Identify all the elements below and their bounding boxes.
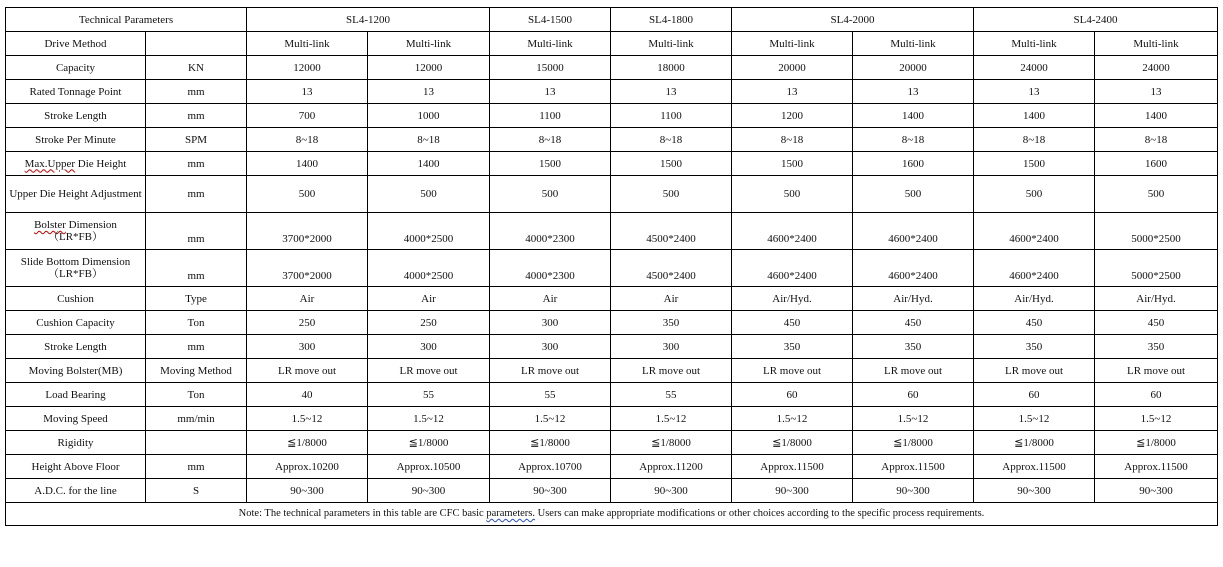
note-text-after: Users can make appropriate modifications or other choices according to the specific process requirements. bbox=[535, 508, 985, 519]
table-row bbox=[6, 383, 1218, 407]
row-unit: Ton bbox=[146, 383, 247, 407]
value-cell: 500 bbox=[368, 176, 490, 213]
row-label: A.D.C. for the line bbox=[6, 479, 146, 503]
row-unit: Type bbox=[146, 287, 247, 311]
header-row bbox=[6, 8, 1218, 32]
value-cell: Approx.11500 bbox=[732, 455, 853, 479]
value-cell: 500 bbox=[247, 176, 368, 213]
row-label: Height Above Floor bbox=[6, 455, 146, 479]
value-cell: 90~300 bbox=[247, 479, 368, 503]
value-cell: 8~18 bbox=[490, 128, 611, 152]
value-cell: Approx.11500 bbox=[974, 455, 1095, 479]
value-cell: LR move out bbox=[1095, 359, 1218, 383]
model-header-sl4-1200: SL4-1200 bbox=[247, 8, 490, 32]
value-cell: Approx.11200 bbox=[611, 455, 732, 479]
value-cell: 55 bbox=[368, 383, 490, 407]
value-cell: 1.5~12 bbox=[490, 407, 611, 431]
value-cell: 13 bbox=[974, 80, 1095, 104]
value-cell: 8~18 bbox=[974, 128, 1095, 152]
table-row bbox=[6, 56, 1218, 80]
value-cell: 300 bbox=[368, 335, 490, 359]
value-cell: 60 bbox=[974, 383, 1095, 407]
value-cell: 1600 bbox=[1095, 152, 1218, 176]
row-unit: Ton bbox=[146, 311, 247, 335]
row-unit: KN bbox=[146, 56, 247, 80]
row-label: Bolster Dimension （LR*FB） bbox=[6, 213, 146, 250]
row-label: Slide Bottom Dimension（LR*FB） bbox=[6, 250, 146, 287]
value-cell: 4600*2400 bbox=[974, 213, 1095, 250]
value-cell: 12000 bbox=[368, 56, 490, 80]
value-cell: 60 bbox=[732, 383, 853, 407]
value-cell: ≦1/8000 bbox=[853, 431, 974, 455]
row-label: Moving Speed bbox=[6, 407, 146, 431]
value-cell: 1400 bbox=[247, 152, 368, 176]
value-cell: 4600*2400 bbox=[732, 250, 853, 287]
model-header-sl4-1800: SL4-1800 bbox=[611, 8, 732, 32]
value-cell: 4500*2400 bbox=[611, 213, 732, 250]
table-row bbox=[6, 407, 1218, 431]
value-cell: 8~18 bbox=[853, 128, 974, 152]
value-cell: 1100 bbox=[611, 104, 732, 128]
value-cell: 12000 bbox=[247, 56, 368, 80]
note-cell bbox=[6, 503, 1218, 526]
row-label: Moving Bolster(MB) bbox=[6, 359, 146, 383]
value-cell: 1500 bbox=[611, 152, 732, 176]
value-cell: 1100 bbox=[490, 104, 611, 128]
value-cell: 300 bbox=[490, 335, 611, 359]
value-cell: 1400 bbox=[853, 104, 974, 128]
value-cell: 4000*2300 bbox=[490, 213, 611, 250]
table-row bbox=[6, 431, 1218, 455]
value-cell: 350 bbox=[732, 335, 853, 359]
value-cell: Approx.11500 bbox=[853, 455, 974, 479]
row-unit bbox=[146, 431, 247, 455]
value-cell: Approx.10500 bbox=[368, 455, 490, 479]
value-cell: 450 bbox=[974, 311, 1095, 335]
value-cell: ≦1/8000 bbox=[974, 431, 1095, 455]
value-cell: Air/Hyd. bbox=[974, 287, 1095, 311]
table-row bbox=[6, 479, 1218, 503]
value-cell: ≦1/8000 bbox=[368, 431, 490, 455]
technical-parameters-table bbox=[5, 7, 1218, 526]
row-unit: mm bbox=[146, 335, 247, 359]
value-cell: 24000 bbox=[974, 56, 1095, 80]
row-unit: mm bbox=[146, 455, 247, 479]
spelling-mark: Bolster bbox=[34, 219, 66, 231]
model-header-sl4-1500: SL4-1500 bbox=[490, 8, 611, 32]
value-cell: 4600*2400 bbox=[853, 250, 974, 287]
value-cell: 1.5~12 bbox=[611, 407, 732, 431]
row-unit bbox=[146, 32, 247, 56]
value-cell: 90~300 bbox=[1095, 479, 1218, 503]
value-cell: 1.5~12 bbox=[247, 407, 368, 431]
row-unit: mm/min bbox=[146, 407, 247, 431]
value-cell: 450 bbox=[853, 311, 974, 335]
value-cell: Approx.10200 bbox=[247, 455, 368, 479]
value-cell: 1500 bbox=[490, 152, 611, 176]
value-cell: Multi-link bbox=[611, 32, 732, 56]
value-cell: 4000*2500 bbox=[368, 213, 490, 250]
value-cell: 8~18 bbox=[368, 128, 490, 152]
value-cell: Multi-link bbox=[853, 32, 974, 56]
value-cell: Multi-link bbox=[247, 32, 368, 56]
value-cell: Multi-link bbox=[732, 32, 853, 56]
value-cell: LR move out bbox=[732, 359, 853, 383]
model-header-sl4-2400: SL4-2400 bbox=[974, 8, 1218, 32]
value-cell: 4000*2500 bbox=[368, 250, 490, 287]
value-cell: ≦1/8000 bbox=[490, 431, 611, 455]
value-cell: 250 bbox=[247, 311, 368, 335]
value-cell: 60 bbox=[853, 383, 974, 407]
row-label: Stroke Per Minute bbox=[6, 128, 146, 152]
value-cell: 24000 bbox=[1095, 56, 1218, 80]
value-cell: 1000 bbox=[368, 104, 490, 128]
value-cell: 1400 bbox=[974, 104, 1095, 128]
value-cell: LR move out bbox=[368, 359, 490, 383]
row-unit: mm bbox=[146, 104, 247, 128]
value-cell: 13 bbox=[732, 80, 853, 104]
value-cell: 1400 bbox=[1095, 104, 1218, 128]
value-cell: 13 bbox=[853, 80, 974, 104]
value-cell: 1.5~12 bbox=[1095, 407, 1218, 431]
table-row bbox=[6, 250, 1218, 287]
value-cell: ≦1/8000 bbox=[732, 431, 853, 455]
table-row bbox=[6, 80, 1218, 104]
table-row bbox=[6, 104, 1218, 128]
value-cell: 15000 bbox=[490, 56, 611, 80]
value-cell: LR move out bbox=[853, 359, 974, 383]
value-cell: Air bbox=[247, 287, 368, 311]
row-label: Capacity bbox=[6, 56, 146, 80]
value-cell: 500 bbox=[853, 176, 974, 213]
value-cell: 5000*2500 bbox=[1095, 213, 1218, 250]
row-label: Load Bearing bbox=[6, 383, 146, 407]
value-cell: Multi-link bbox=[368, 32, 490, 56]
value-cell: 4600*2400 bbox=[974, 250, 1095, 287]
row-label: Upper Die Height Adjustment bbox=[6, 176, 146, 213]
value-cell: Multi-link bbox=[1095, 32, 1218, 56]
model-header-sl4-2000: SL4-2000 bbox=[732, 8, 974, 32]
value-cell: 8~18 bbox=[611, 128, 732, 152]
value-cell: 13 bbox=[490, 80, 611, 104]
value-cell: LR move out bbox=[490, 359, 611, 383]
table-row bbox=[6, 287, 1218, 311]
value-cell: 4000*2300 bbox=[490, 250, 611, 287]
table-row bbox=[6, 311, 1218, 335]
value-cell: Air bbox=[368, 287, 490, 311]
value-cell: Approx.10700 bbox=[490, 455, 611, 479]
row-unit: mm bbox=[146, 250, 247, 287]
value-cell: 300 bbox=[611, 335, 732, 359]
value-cell: Air/Hyd. bbox=[732, 287, 853, 311]
value-cell: 55 bbox=[490, 383, 611, 407]
value-cell: 55 bbox=[611, 383, 732, 407]
value-cell: 350 bbox=[1095, 335, 1218, 359]
row-unit: S bbox=[146, 479, 247, 503]
value-cell: 500 bbox=[611, 176, 732, 213]
value-cell: 450 bbox=[1095, 311, 1218, 335]
value-cell: 300 bbox=[247, 335, 368, 359]
value-cell: ≦1/8000 bbox=[611, 431, 732, 455]
value-cell: 8~18 bbox=[732, 128, 853, 152]
value-cell: 90~300 bbox=[368, 479, 490, 503]
value-cell: 3700*2000 bbox=[247, 250, 368, 287]
value-cell: 90~300 bbox=[974, 479, 1095, 503]
value-cell: 500 bbox=[490, 176, 611, 213]
value-cell: 13 bbox=[1095, 80, 1218, 104]
value-cell: 13 bbox=[611, 80, 732, 104]
value-cell: 20000 bbox=[853, 56, 974, 80]
table-row bbox=[6, 213, 1218, 250]
row-label: Cushion Capacity bbox=[6, 311, 146, 335]
row-label: Stroke Length bbox=[6, 104, 146, 128]
value-cell: 1600 bbox=[853, 152, 974, 176]
row-label: Cushion bbox=[6, 287, 146, 311]
value-cell: Approx.11500 bbox=[1095, 455, 1218, 479]
value-cell: 5000*2500 bbox=[1095, 250, 1218, 287]
value-cell: Air/Hyd. bbox=[1095, 287, 1218, 311]
row-label: Max.Upper Die Height bbox=[6, 152, 146, 176]
table-row bbox=[6, 32, 1218, 56]
value-cell: 500 bbox=[1095, 176, 1218, 213]
row-unit: mm bbox=[146, 213, 247, 250]
header-param-label: Technical Parameters bbox=[6, 8, 247, 32]
value-cell: LR move out bbox=[974, 359, 1095, 383]
note-text-marked: parameters. bbox=[486, 508, 536, 519]
value-cell: 1.5~12 bbox=[732, 407, 853, 431]
value-cell: 18000 bbox=[611, 56, 732, 80]
value-cell: 700 bbox=[247, 104, 368, 128]
value-cell: 1400 bbox=[368, 152, 490, 176]
value-cell: 500 bbox=[732, 176, 853, 213]
value-cell: 1500 bbox=[974, 152, 1095, 176]
value-cell: ≦1/8000 bbox=[1095, 431, 1218, 455]
note-row bbox=[6, 503, 1218, 526]
value-cell: Air/Hyd. bbox=[853, 287, 974, 311]
row-label: Drive Method bbox=[6, 32, 146, 56]
value-cell: 350 bbox=[853, 335, 974, 359]
table-row bbox=[6, 335, 1218, 359]
table-row bbox=[6, 152, 1218, 176]
value-cell: 8~18 bbox=[1095, 128, 1218, 152]
table-row bbox=[6, 455, 1218, 479]
value-cell: 4600*2400 bbox=[732, 213, 853, 250]
parameter-rows bbox=[6, 32, 1218, 503]
spelling-mark: Max.Upper bbox=[24, 157, 76, 170]
value-cell: LR move out bbox=[611, 359, 732, 383]
note-text-before: Note: The technical parameters in this table are CFC basic bbox=[238, 508, 487, 519]
value-cell: 90~300 bbox=[490, 479, 611, 503]
spec-sheet bbox=[5, 7, 1218, 526]
row-unit: mm bbox=[146, 152, 247, 176]
value-cell: Air bbox=[490, 287, 611, 311]
value-cell: 3700*2000 bbox=[247, 213, 368, 250]
row-label: Rated Tonnage Point bbox=[6, 80, 146, 104]
value-cell: LR move out bbox=[247, 359, 368, 383]
value-cell: 60 bbox=[1095, 383, 1218, 407]
value-cell: 300 bbox=[490, 311, 611, 335]
row-unit: mm bbox=[146, 176, 247, 213]
value-cell: 450 bbox=[732, 311, 853, 335]
value-cell: 1.5~12 bbox=[368, 407, 490, 431]
value-cell: 500 bbox=[974, 176, 1095, 213]
value-cell: 350 bbox=[974, 335, 1095, 359]
value-cell: 1.5~12 bbox=[853, 407, 974, 431]
value-cell: 250 bbox=[368, 311, 490, 335]
value-cell: Multi-link bbox=[974, 32, 1095, 56]
value-cell: 90~300 bbox=[853, 479, 974, 503]
value-cell: 4500*2400 bbox=[611, 250, 732, 287]
value-cell: 4600*2400 bbox=[853, 213, 974, 250]
row-label: Rigidity bbox=[6, 431, 146, 455]
value-cell: 350 bbox=[611, 311, 732, 335]
value-cell: ≦1/8000 bbox=[247, 431, 368, 455]
row-label: Stroke Length bbox=[6, 335, 146, 359]
value-cell: 90~300 bbox=[611, 479, 732, 503]
row-unit: SPM bbox=[146, 128, 247, 152]
row-unit: mm bbox=[146, 80, 247, 104]
value-cell: 90~300 bbox=[732, 479, 853, 503]
value-cell: 1.5~12 bbox=[974, 407, 1095, 431]
row-unit: Moving Method bbox=[146, 359, 247, 383]
value-cell: Multi-link bbox=[490, 32, 611, 56]
value-cell: 8~18 bbox=[247, 128, 368, 152]
table-row bbox=[6, 128, 1218, 152]
table-row bbox=[6, 176, 1218, 213]
value-cell: Air bbox=[611, 287, 732, 311]
value-cell: 20000 bbox=[732, 56, 853, 80]
value-cell: 1500 bbox=[732, 152, 853, 176]
value-cell: 40 bbox=[247, 383, 368, 407]
value-cell: 1200 bbox=[732, 104, 853, 128]
value-cell: 13 bbox=[368, 80, 490, 104]
value-cell: 13 bbox=[247, 80, 368, 104]
table-row bbox=[6, 359, 1218, 383]
